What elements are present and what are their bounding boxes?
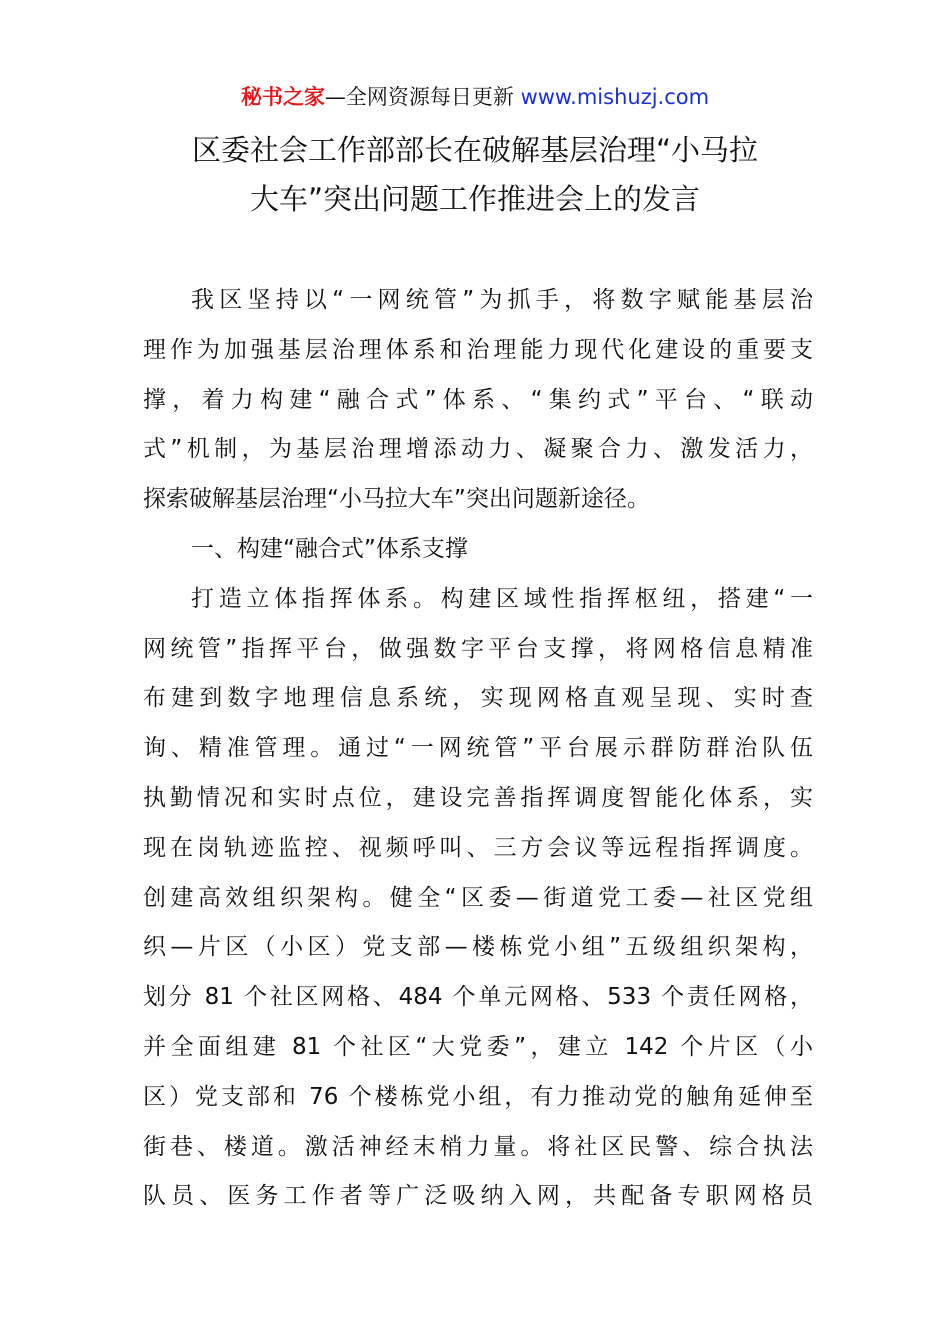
body-line: 式”机制，为基层治理增添动力、凝聚合力、激发活力， bbox=[143, 436, 813, 463]
body-line: 询、精准管理。通过“一网统管”平台展示群防群治队伍 bbox=[143, 735, 813, 762]
body-line: 创建高效组织架构。健全“区委—街道党工委—社区党组 bbox=[143, 884, 813, 911]
body-line: 撑，着力构建“融合式”体系、“集约式”平台、“联动 bbox=[143, 386, 813, 413]
body-line: 网统管”指挥平台，做强数字平台支撑，将网格信息精准 bbox=[143, 635, 813, 662]
body-line: 织—片区（小区）党支部—楼栋党小组”五级组织架构， bbox=[143, 934, 813, 961]
site-header bbox=[0, 80, 950, 114]
body-line: 探索破解基层治理“小马拉大车”突出问题新途径。 bbox=[143, 486, 650, 513]
body-line: 执勤情况和实时点位，建设完善指挥调度智能化体系，实 bbox=[143, 784, 813, 811]
body-line: 区）党支部和 76 个楼栋党小组，有力推动党的触角延伸至 bbox=[143, 1083, 813, 1110]
body-line: 理作为加强基层治理体系和治理能力现代化建设的重要支 bbox=[143, 336, 813, 363]
body-line: 我区坚持以“一网统管”为抓手，将数字赋能基层治 bbox=[191, 287, 813, 313]
site-url[interactable]: www.mishuzj.com bbox=[520, 85, 710, 109]
body-line: 街巷、楼道。激活神经末梢力量。将社区民警、综合执法 bbox=[143, 1133, 813, 1160]
document-body bbox=[143, 276, 813, 1222]
body-line: 并全面组建 81 个社区“大党委”，建立 142 个片区（小 bbox=[143, 1033, 813, 1060]
body-line: 打造立体指挥体系。构建区域性指挥枢纽，搭建“一 bbox=[191, 585, 813, 612]
site-tagline: —全网资源每日更新 bbox=[324, 85, 514, 109]
body-line: 队员、医务工作者等广泛吸纳入网，共配备专职网格员 bbox=[143, 1183, 813, 1210]
body-line: 布建到数字地理信息系统，实现网格直观呈现、实时查 bbox=[143, 685, 813, 712]
body-line: 现在岗轨迹监控、视频呼叫、三方会议等远程指挥调度。 bbox=[143, 834, 813, 861]
title-line: 区委社会工作部部长在破解基层治理“小马拉 bbox=[191, 133, 759, 167]
document-title bbox=[100, 126, 850, 224]
title-line: 大车”突出问题工作推进会上的发言 bbox=[249, 182, 701, 216]
body-line: 划分 81 个社区网格、484 个单元网格、533 个责任网格， bbox=[143, 984, 813, 1011]
section-heading: 一、构建“融合式”体系支撑 bbox=[191, 535, 468, 562]
site-brand: 秘书之家 bbox=[240, 85, 325, 109]
